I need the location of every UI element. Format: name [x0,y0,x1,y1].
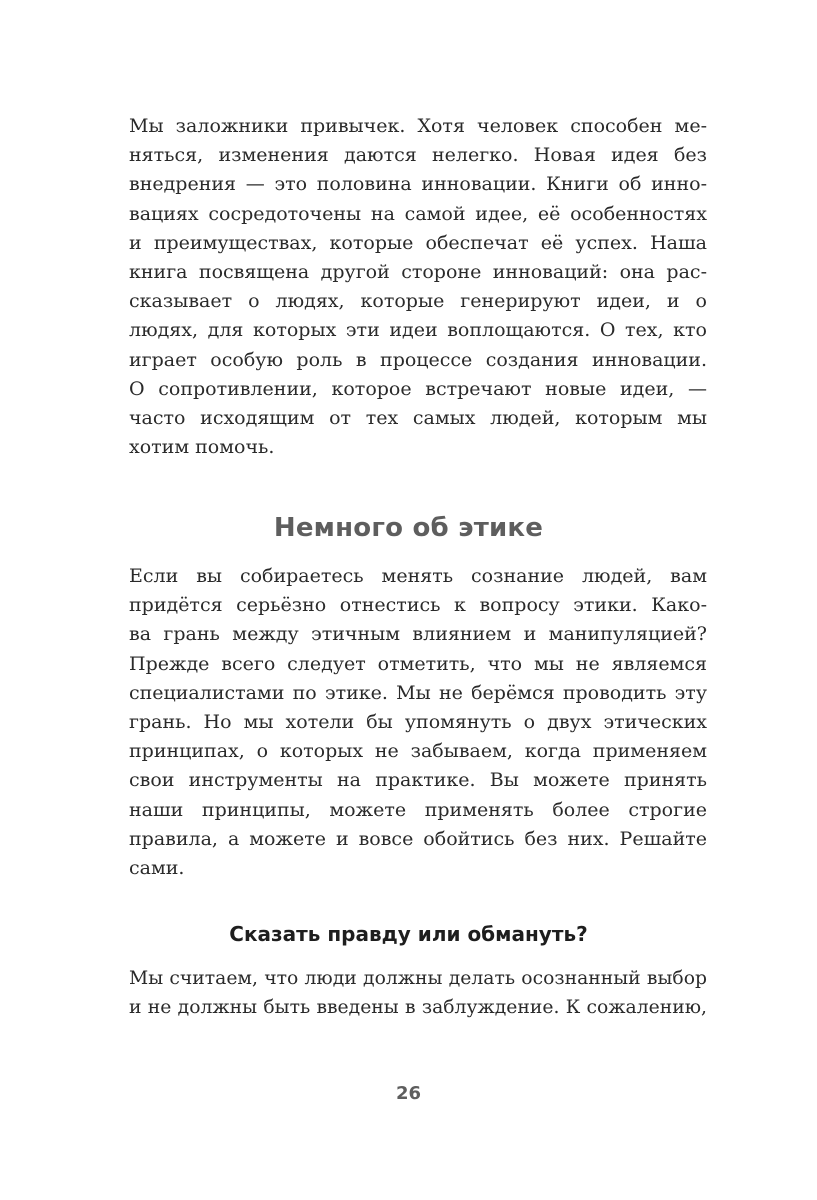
text-line: и преимуществах, которые обеспечат её успех. Наша [129,231,707,254]
text-line: свои инструменты на практике. Вы можете принять [129,769,707,792]
text-line: Мы считаем, что люди должны делать осознанный выбор [129,968,707,989]
text-line: сами. [129,856,185,879]
sub-heading: Сказать правду или обмануть? [229,922,588,946]
paragraph-intro [129,112,707,462]
text-line: и не должны быть введены в заблуждение. К сожалению, [129,997,707,1019]
text-line: Прежде всего следует отметить, что мы не являемся [129,652,707,675]
text-line: грань. Но мы хотели бы упомянуть о двух этических [129,710,707,733]
text-line: играет особую роль в процессе создания инновации. [129,348,707,371]
text-line: вациях сосредоточены на самой идее, её особенностях [129,202,707,225]
text-line: сказывает о людях, которые генерируют идеи, и о [129,290,707,313]
text-line: принципах, о которых не забываем, когда применяем [129,740,707,763]
text-line: книга посвящена другой стороне инноваций: она рас- [129,260,707,283]
text-line: часто исходящим от тех самых людей, которым мы [129,406,707,429]
text-line: няться, изменения даются нелегко. Новая идея без [129,144,707,167]
text-line: специалистами по этике. Мы не берёмся проводить эту [129,681,707,704]
text-line: ва грань между этичным влиянием и манипуляцией? [129,623,707,646]
page-number: 26 [395,1083,422,1104]
text-line: О сопротивлении, которое встречают новые идеи, — [129,377,707,400]
text-line: правила, а можете и вовсе обойтись без них. Решайте [129,827,707,850]
text-line: Мы заложники привычек. Хотя человек способен ме- [129,115,707,137]
text-line: наши принципы, можете применять более строгие [129,798,707,821]
text-line: придётся серьёзно отнестись к вопросу этики. Како- [129,594,707,617]
text-line: хотим помочь. [129,436,275,459]
text-line: внедрения — это половина инновации. Книги об инно- [129,173,707,196]
text-line: Если вы собираетесь менять сознание людей, вам [129,565,707,587]
section-heading: Немного об этике [273,513,544,543]
paragraph-truth [129,964,707,1022]
paragraph-ethics [129,562,707,883]
text-line: людях, для которых эти идеи воплощаются. О тех, кто [129,319,707,342]
